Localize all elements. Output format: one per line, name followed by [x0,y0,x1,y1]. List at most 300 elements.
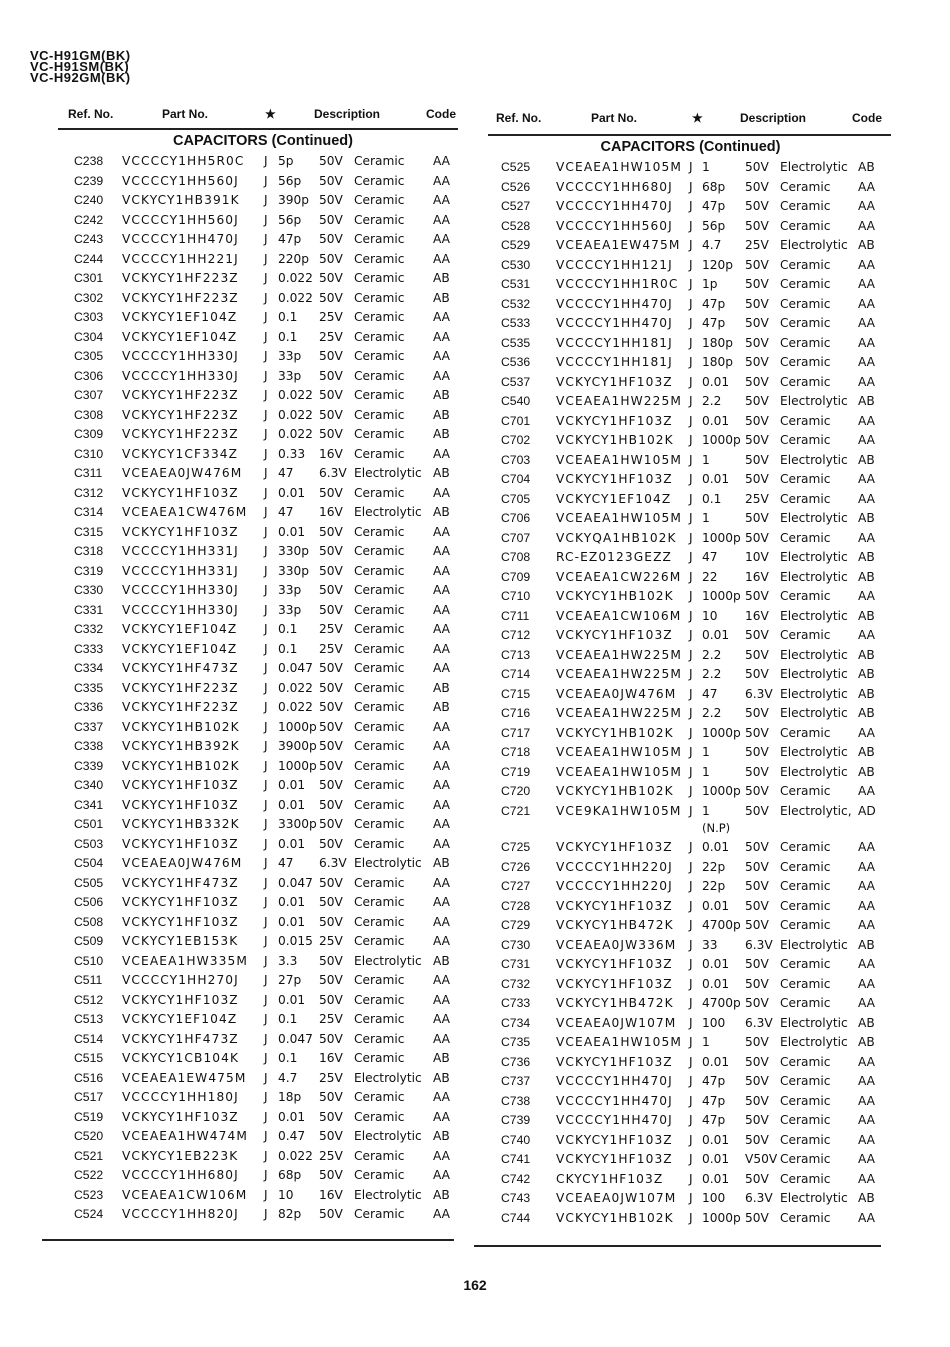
description: Ceramic [780,179,831,194]
mark: J [689,218,693,233]
table-row [488,858,893,878]
mark: J [689,491,693,506]
voltage: 50V [745,1093,769,1108]
voltage: 25V [319,622,343,636]
voltage: 50V [319,388,343,402]
price-code: AA [858,1113,876,1127]
ref-no: C311 [74,466,103,480]
mark: J [264,992,268,1007]
mark: J [689,879,693,893]
table-row [488,1209,893,1229]
part-no: VCKYCY1HF473Z [122,1031,239,1046]
voltage: 25V [319,1070,343,1085]
mark: J [264,1012,268,1026]
description: Electrolytic [354,1129,422,1143]
mark: J [689,511,693,525]
description: Ceramic [780,374,831,389]
table-row [58,640,468,660]
price-code: AA [433,778,451,792]
mark: J [689,667,693,681]
voltage: 50V [319,1031,343,1046]
description: Ceramic [354,446,405,461]
part-no: VCKYCY1HB472K [556,918,674,932]
ref-no: C517 [74,1090,104,1104]
value: 10 [702,608,718,623]
description: Electrolytic [354,953,422,968]
ref-no: C740 [501,1132,531,1147]
part-no: VCKYCY1HF103Z [556,976,673,991]
value: 0.01 [278,524,306,539]
value: 33p [278,602,302,617]
description: Ceramic [780,840,831,854]
value: 1 [702,452,710,467]
ref-no: C511 [74,973,103,987]
parts-list-right [488,158,893,1228]
part-no: VCCCCY1HH330J [122,583,239,597]
table-row [58,913,468,933]
header-code: Code [852,111,882,125]
header-ref-no: Ref. No. [496,111,542,125]
part-no: VCEAEA1HW105M [556,745,682,759]
price-code: AA [433,1109,451,1124]
ref-no: C308 [74,407,104,422]
description: Ceramic [354,388,405,402]
description: Ceramic [354,778,405,792]
description: Ceramic [354,1168,405,1182]
value: 47 [278,466,294,480]
ref-no: C709 [501,569,531,584]
ref-no: C737 [501,1074,531,1088]
mark: J [264,758,268,773]
table-row [488,353,893,373]
ref-no: C718 [501,745,531,759]
price-code: AA [433,797,451,812]
ref-no: C736 [501,1054,531,1069]
voltage: 50V [319,680,343,695]
mark: J [689,1132,693,1147]
description: Ceramic [780,898,831,913]
price-code: AB [433,953,450,968]
part-no: VCEAEA1HW225M [556,647,682,662]
mark: J [689,725,693,740]
ref-no: C331 [74,602,104,617]
ref-no: C516 [74,1070,104,1085]
table-row [58,367,468,387]
price-code: AA [433,602,451,617]
part-no: VCKYCY1EF104Z [122,641,238,656]
mark: J [264,661,268,675]
description: Ceramic [354,1031,405,1046]
part-no: VCEAEA1CW106M [556,608,682,623]
description: Ceramic [354,173,405,188]
voltage: 50V [745,355,769,369]
price-code: AA [433,739,451,753]
price-code: AA [858,1093,876,1108]
price-code: AA [433,193,451,207]
value: 0.047 [278,1031,313,1046]
voltage: 50V [319,1207,343,1221]
ref-no: C503 [74,836,104,851]
voltage: 50V [319,953,343,968]
voltage: 50V [745,374,769,389]
description: Ceramic [780,1054,831,1069]
voltage: 50V [745,472,769,486]
voltage: 50V [319,173,343,188]
voltage: 50V [319,973,343,987]
description: Ceramic [354,193,405,207]
table-row [58,289,468,309]
page-number: 162 [463,1277,487,1293]
ref-no: C244 [74,251,104,266]
description: Ceramic [780,725,831,740]
description: Ceramic [780,433,831,447]
price-code: AB [858,550,875,564]
price-code: AA [858,491,876,506]
value: 0.022 [278,1148,313,1163]
mark: J [689,1152,693,1166]
part-no: VCCCCY1HH560J [556,218,673,233]
description: Ceramic [780,1113,831,1127]
value: 4.7 [702,238,722,252]
table-row [488,897,893,917]
mark: J [689,160,693,174]
mark: J [689,374,693,389]
voltage: 50V [745,589,769,603]
description: Electrolytic [780,569,848,584]
value: 0.47 [278,1129,306,1143]
voltage: 50V [319,700,343,714]
voltage: 10V [745,550,769,564]
value: 22p [702,879,726,893]
table-row [488,626,893,646]
description: Ceramic [354,154,405,168]
voltage: 50V [745,296,769,311]
part-no: VCEAEA0JW476M [556,686,677,701]
value: 56p [278,173,302,188]
part-no: VCKYCY1CB104K [122,1051,240,1065]
price-code: AA [858,1074,876,1088]
part-no: VCKYCY1HF103Z [122,895,239,909]
mark: J [689,413,693,428]
part-no: VCEAEA1CW226M [556,569,682,584]
voltage: 6.3V [745,1015,773,1030]
part-no: VCEAEA1CW476M [122,505,248,519]
voltage: 50V [745,218,769,233]
mark: J [689,1171,693,1186]
voltage: 50V [319,758,343,773]
voltage: 50V [319,427,343,441]
mark: J [264,173,268,188]
mark: J [264,1187,268,1202]
mark: J [264,622,268,636]
value: 0.1 [278,329,298,344]
value: 0.33 [278,446,306,461]
part-no: VCKYCY1HB472K [556,996,674,1010]
ref-no: C540 [501,394,531,408]
description: Ceramic [354,602,405,617]
price-code: AA [858,879,876,893]
description: Ceramic [780,784,831,798]
ref-no: C520 [74,1129,104,1143]
voltage: 50V [745,918,769,932]
table-row [58,406,468,426]
price-code: AA [858,530,876,545]
value: 1000p [278,719,317,734]
part-no: VCEAEA1CW106M [122,1187,248,1202]
table-row [488,1131,893,1151]
table-row [488,955,893,975]
part-no: VCKYCY1EB223K [122,1148,239,1163]
mark: J [689,335,693,350]
voltage: 50V [319,193,343,207]
price-code: AA [433,817,451,831]
mark: J [689,355,693,369]
voltage: 50V [745,898,769,913]
value: 27p [278,973,302,987]
table-row [58,484,468,504]
price-code: AA [858,1132,876,1147]
description: Ceramic [780,277,831,291]
price-code: AA [858,374,876,389]
description: Ceramic [354,251,405,266]
part-no: VCCCCY1HH270J [122,973,239,987]
price-code: AB [858,647,875,662]
part-no: VCCCCY1HH470J [556,1093,673,1108]
ref-no: C726 [501,859,531,874]
description: Ceramic [780,316,831,330]
value: 0.01 [702,1152,730,1166]
value: 0.01 [702,898,730,913]
description: Electrolytic [780,511,848,525]
ref-no: C339 [74,758,104,773]
ref-no: C509 [74,934,104,948]
header-part-no: Part No. [162,107,209,121]
ref-no: C528 [501,218,531,233]
voltage: 50V [745,667,769,681]
ref-no: C721 [501,803,531,818]
part-no: VCKYCY1HB102K [122,719,240,734]
voltage: 50V [745,840,769,854]
ref-no: C512 [74,992,104,1007]
part-no: VCEAEA1HW105M [556,1035,682,1049]
table-row [58,211,468,231]
part-no: VCCCCY1HH470J [122,232,239,246]
part-no: VCKYCY1EF104Z [122,310,238,324]
part-no: VCCCCY1HH470J [556,1113,673,1127]
price-code: AA [433,661,451,675]
voltage: 50V [319,485,343,500]
value: 47p [702,1113,726,1127]
table-row [488,936,893,956]
mark: J [689,996,693,1010]
table-row [488,412,893,432]
price-code: AA [858,335,876,350]
mark: J [689,1093,693,1108]
value: 3900p [278,739,317,753]
table-row [58,932,468,952]
value: 0.1 [278,641,298,656]
mark: J [689,569,693,584]
description: Electrolytic [780,1015,848,1030]
table-row [488,1033,893,1053]
mark: J [689,745,693,759]
part-no: VCKYCY1HF103Z [556,472,673,486]
part-no: VCKYCY1HF473Z [122,875,239,890]
value: 1000p [702,530,741,545]
part-no: VCKYCY1EF104Z [122,329,238,344]
ref-no: C335 [74,680,104,695]
mark: J [264,602,268,617]
mark: J [689,199,693,213]
price-code: AA [433,173,451,188]
price-code: AA [858,898,876,913]
table-row [58,152,468,172]
mark: J [264,641,268,656]
description: Ceramic [354,212,405,227]
table-row [488,431,893,451]
table-row [58,718,468,738]
value: 47p [702,1074,726,1088]
ref-no: C714 [501,667,531,681]
ref-no: C508 [74,914,104,929]
voltage: 6.3V [319,466,347,480]
price-code: AB [858,394,875,408]
table-row [488,373,893,393]
price-code: AB [858,1015,875,1030]
price-code: AA [858,433,876,447]
voltage: 50V [745,335,769,350]
voltage: 50V [319,836,343,851]
value: 0.022 [278,407,313,422]
table-row [488,877,893,897]
mark: J [264,251,268,266]
value: 47 [702,550,718,564]
parts-list-left [58,152,468,1225]
header-star: ★ [265,107,276,121]
part-no: VCEAEA1HW105M [556,160,682,174]
value: 0.01 [702,1171,730,1186]
description: Ceramic [780,1210,831,1225]
description: Ceramic [354,1051,405,1065]
value: 1 [702,764,710,779]
ref-no: C713 [501,647,531,662]
value: 47p [278,232,302,246]
part-no: VCEAEA1EW475M [556,238,681,252]
description: Ceramic [354,349,405,363]
price-code: AA [433,446,451,461]
value: 1000p [278,758,317,773]
price-code: AA [858,1171,876,1186]
description: Ceramic [780,491,831,506]
ref-no: C315 [74,524,104,539]
value: 33 [702,937,718,952]
part-no: VCEAEA1HW105M [556,511,682,525]
mark: J [264,1051,268,1065]
value: 0.01 [278,1109,306,1124]
description: Ceramic [780,413,831,428]
description: Ceramic [354,524,405,539]
part-no: VCCCCY1HH1R0C [556,277,679,291]
mark: J [264,797,268,812]
part-no: VCKYCY1HF223Z [122,700,239,714]
description: Ceramic [354,544,405,558]
table-row [58,445,468,465]
voltage: 50V [745,996,769,1010]
table-row [488,646,893,666]
table-row [488,451,893,471]
description: Electrolytic [780,764,848,779]
voltage: 50V [319,778,343,792]
value: 0.01 [702,840,730,854]
table-row [488,178,893,198]
part-no: VCCCCY1HH121J [556,257,673,272]
voltage: 50V [319,407,343,422]
price-code: AA [433,1012,451,1026]
price-code: AB [858,160,875,174]
mark: J [264,856,268,870]
description: Ceramic [780,879,831,893]
description: Ceramic [354,622,405,636]
mark: J [264,407,268,422]
description: Ceramic [780,355,831,369]
ref-no: C336 [74,700,104,714]
mark: J [689,957,693,971]
value: 47p [702,296,726,311]
ref-no: C301 [74,271,104,285]
price-code: AA [433,992,451,1007]
table-row [58,250,468,270]
ref-no: C338 [74,739,104,753]
table-row [58,1205,468,1225]
value: 0.022 [278,271,313,285]
voltage: 50V [745,1132,769,1147]
table-row [58,1030,468,1050]
table-row [58,562,468,582]
voltage: 50V [745,1074,769,1088]
part-no: VCCCCY1HH220J [556,879,673,893]
ref-no: C530 [501,257,531,272]
price-code: AB [433,466,450,480]
mark: J [264,349,268,363]
ref-no: C319 [74,563,104,578]
value: 18p [278,1090,302,1104]
table-row [488,1053,893,1073]
part-no: VCEAEA1HW335M [122,953,248,968]
table-row [58,386,468,406]
table-row [488,685,893,705]
value: 47p [702,199,726,213]
ref-no: C242 [74,212,104,227]
part-no: VCEAEA1HW225M [556,706,682,720]
ref-no: C710 [501,589,531,603]
part-no: VCCCCY1HH220J [556,859,673,874]
mark: J [689,1054,693,1069]
table-row [488,994,893,1014]
value: 0.01 [278,836,306,851]
description: Electrolytic [780,706,848,720]
price-code: AB [433,1051,450,1065]
ref-no: C519 [74,1109,104,1124]
table-row [58,523,468,543]
voltage: 25V [319,1012,343,1026]
table-row [488,392,893,412]
price-code: AB [433,1129,450,1143]
part-no: VCCCCY1HH470J [556,199,673,213]
table-row [58,854,468,874]
ref-no: C532 [501,296,531,311]
part-no: VCEAEA1HW225M [556,667,682,681]
description: Ceramic [354,700,405,714]
